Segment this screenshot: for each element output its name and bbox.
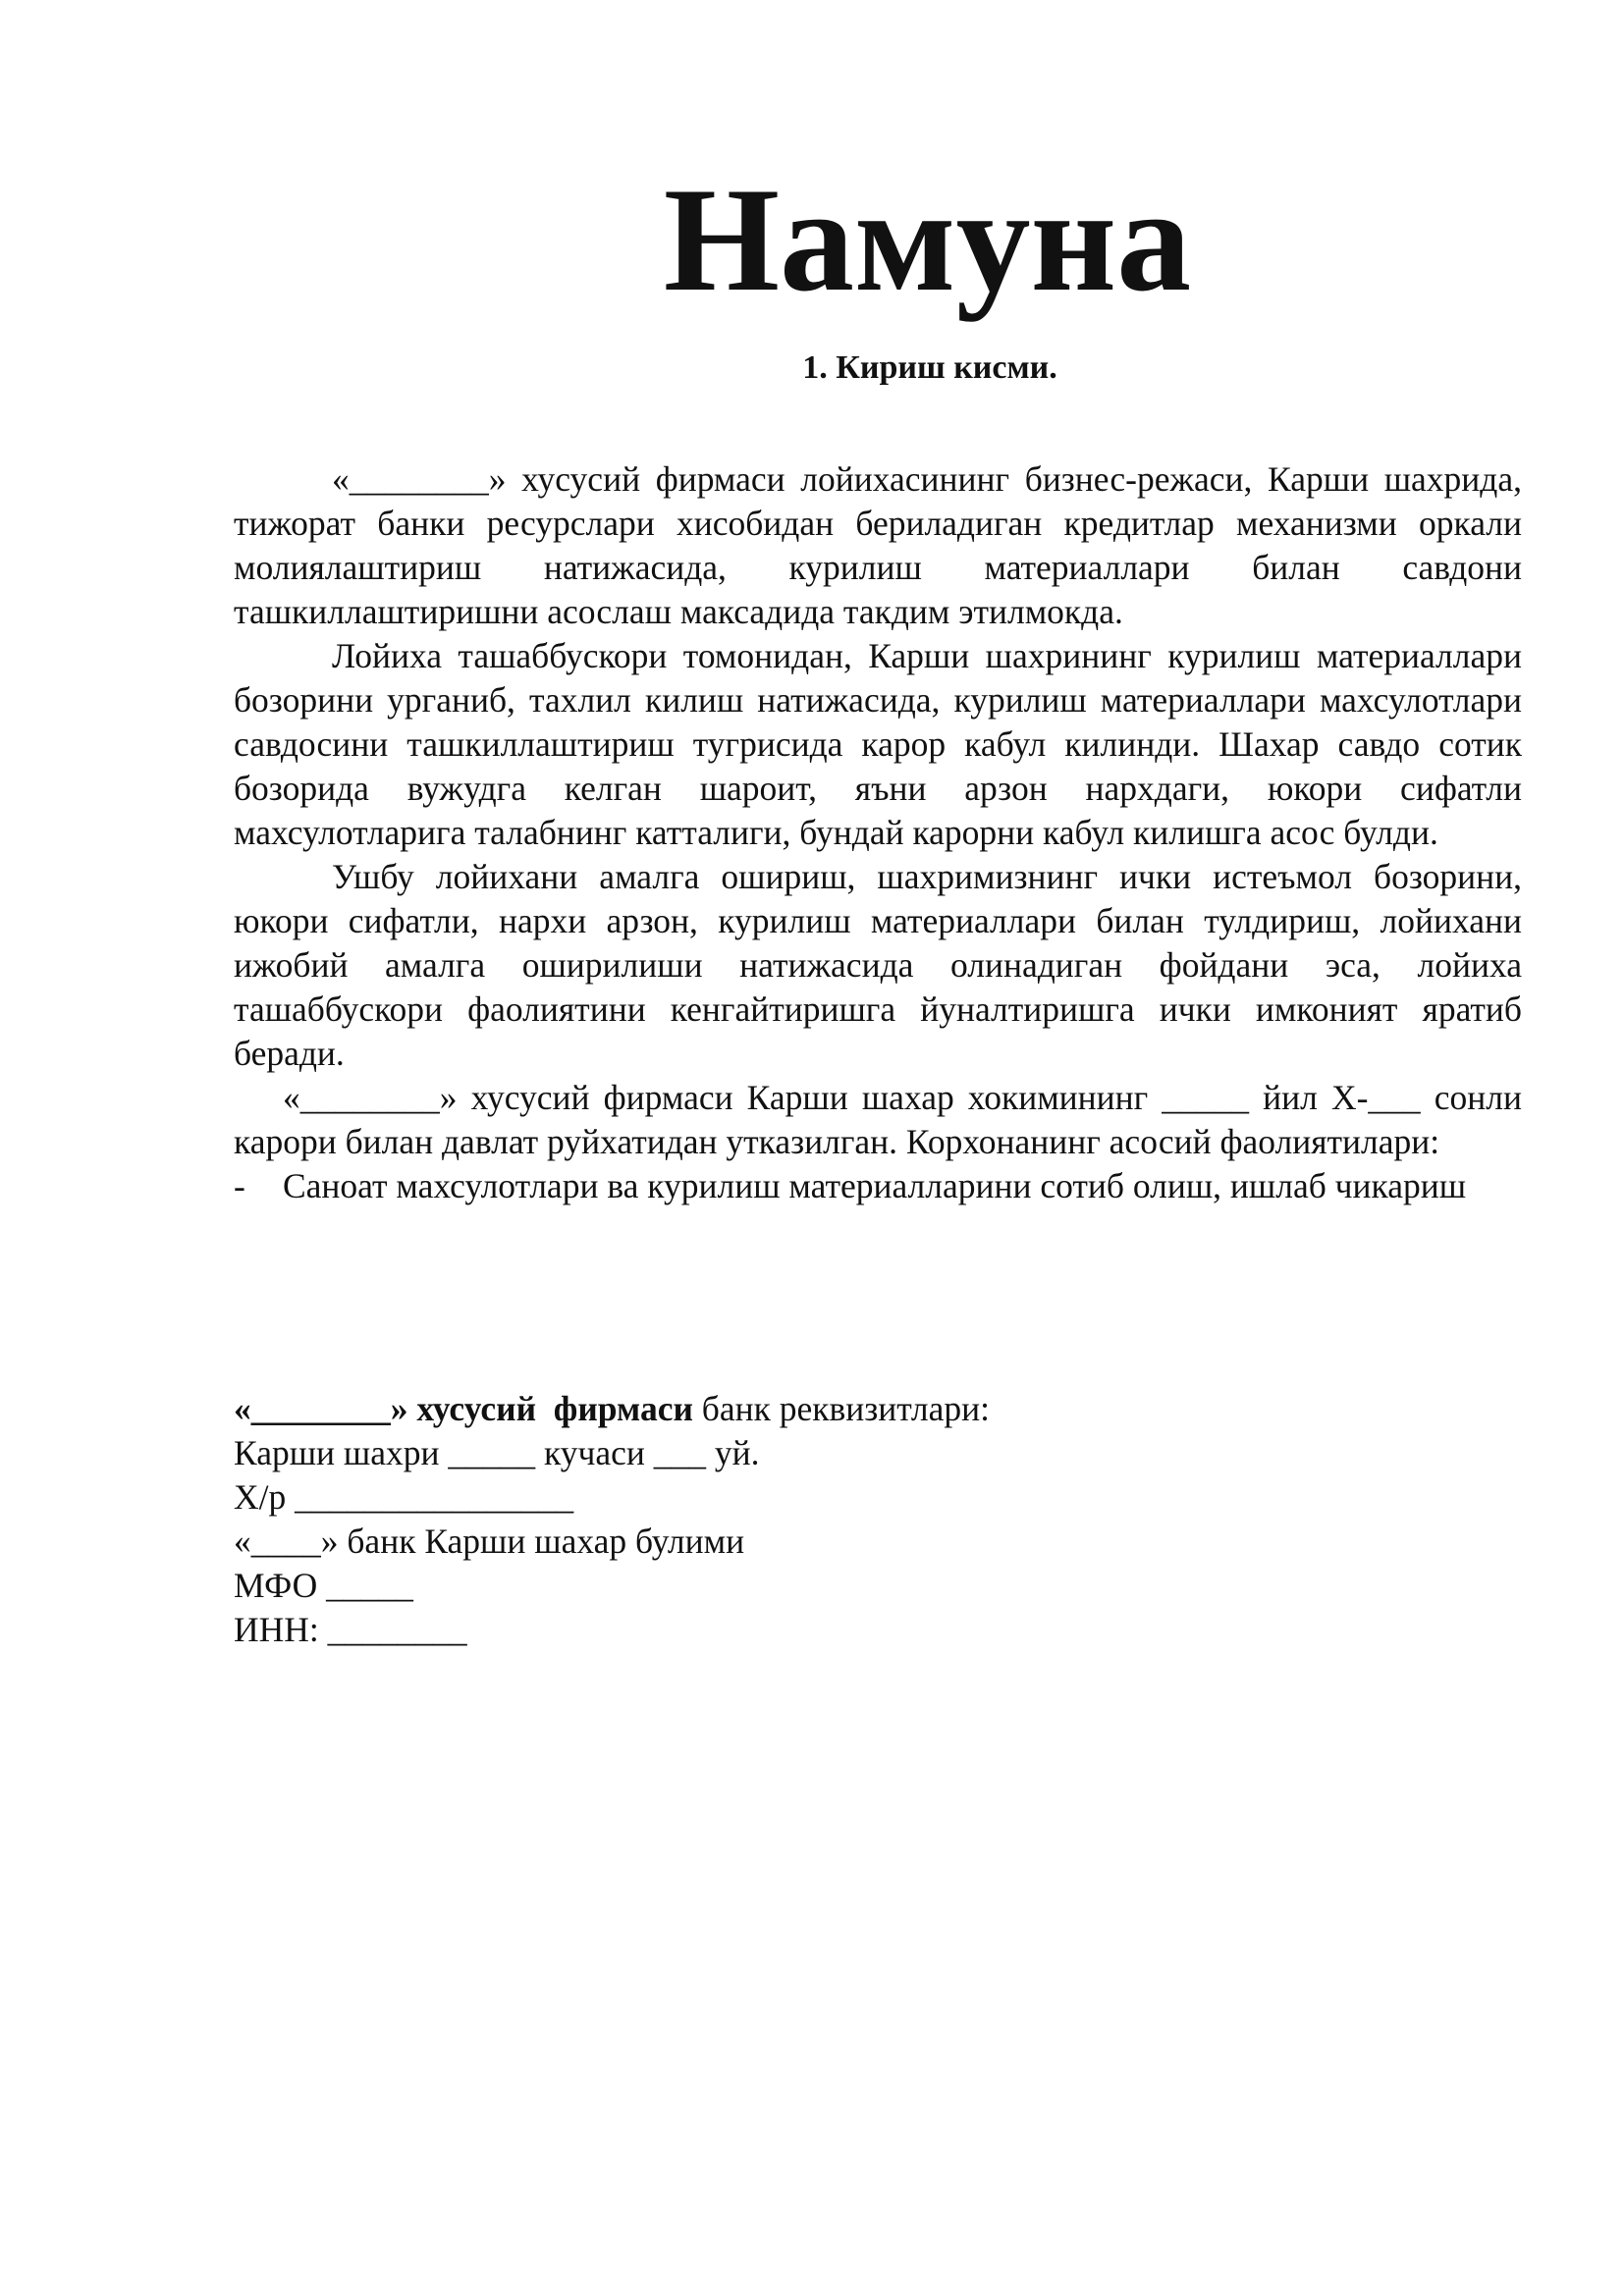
paragraph-decision: Лойиха ташаббускори томонидан, Карши шахрининг курилиш материаллари бозорини урганиб, тахлил килиш натижасида, курилиш материаллари махсулотлари савдосини ташкиллаштириш тугрисида карор кабул килинди. Шахар савдо сотик бозорида вужудга келган шароит, яъни арзон нархдаги, юкори сифатли махсулотларига талабнинг катталиги, бундай карорни кабул килишга асос булди. [234, 636, 1522, 852]
requisites-mfo: МФО _____ [234, 1566, 413, 1605]
paragraph-implementation: Ушбу лойихани амалга ошириш, шахримизнинг ички истеъмол бозорини, юкори сифатли, нархи арзон, курилиш материаллари билан тулдириш, лойихани ижобий амалга оширилиши натижасида олинадиган фойдани эса, лойиха ташаббускори фаолиятини кенгайтиришга йуналтиришга ички имконият яратиб беради. [234, 857, 1522, 1073]
bank-requisites [234, 1387, 1216, 1652]
activity-list-item [234, 1164, 1522, 1208]
bullet-marker: - [234, 1166, 245, 1205]
paragraph-intro: «________» хусусий фирмаси лойихасининг бизнес-режаси, Карши шахрида, тижорат банки ресурслари хисобидан бериладиган кредитлар механизми оркали молиялаштириш натижасида, курилиш материаллари билан савдони ташкиллаштиришни асослаш максадида такдим этилмокда. [234, 459, 1522, 631]
requisites-bank-branch: «____» банк Карши шахар булими [234, 1522, 745, 1561]
document-title: Намуна [663, 157, 1192, 322]
requisites-heading-rest: банк реквизитлари: [692, 1389, 990, 1428]
requisites-address: Карши шахри _____ кучаси ___ уй. [234, 1433, 760, 1472]
requisites-heading [234, 1387, 1216, 1431]
paragraph-registration: «________» хусусий фирмаси Карши шахар хокимининг _____ йил Х-___ сонли карори билан давлат руйхатидан утказилган. Корхонанинг асосий фаолиятилари: [234, 1078, 1522, 1161]
requisites-account: Х/р ________________ [234, 1477, 574, 1517]
requisites-heading-bold: «________» хусусий фирмаси [234, 1389, 693, 1428]
requisites-inn: ИНН: ________ [234, 1610, 467, 1649]
activity-text: Саноат махсулотлари ва курилиш материалларини сотиб олиш, ишлаб чикариш [283, 1166, 1467, 1205]
document-body [234, 457, 1522, 1208]
section-title: 1. Кириш кисми. [802, 349, 1057, 386]
